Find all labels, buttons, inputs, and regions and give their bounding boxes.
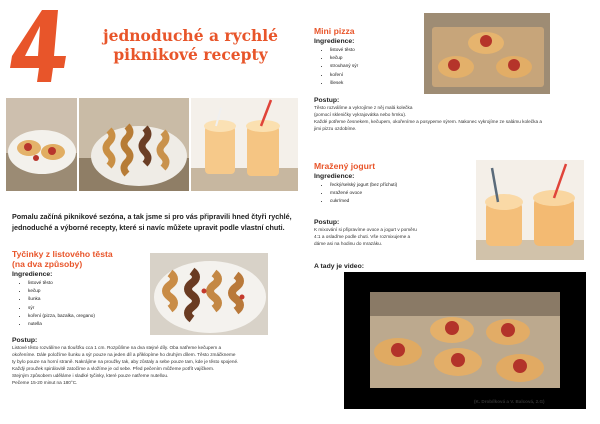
jogurt-steps-text — [314, 227, 474, 248]
step-line: K mixování si připravíme ovoce a jogurt v poměru — [314, 227, 417, 232]
tycinky-steps-text — [12, 345, 322, 386]
ingredient-item: • šunka — [28, 295, 147, 303]
step-line: okořeníme. Dále položíme šunku a sýr pouze na jeden díl a přiklopíme ho druhým dílem. Těsto zmáčkneme — [12, 351, 236, 357]
pizza-steps-label: Postup: — [314, 97, 340, 104]
video-label: A tady je video: — [314, 263, 364, 270]
section-title-jogurt: Mražený jogurt — [314, 161, 376, 171]
ingredient-item: • listové těsto — [330, 46, 414, 54]
step-line: Každý proužek spirálovitě zatočíme a vložíme je od sebe. Před pečením můžeme potřít vajíčkem. — [12, 365, 215, 371]
step-line: Těsto rozválíme a vykrojíme z něj malá kolečka — [314, 105, 413, 110]
photo-frozen-yogurt-glasses — [191, 98, 298, 191]
ingredient-item: • řecký/selský jogurt (bez příchuti) — [330, 181, 434, 189]
ingredient-item: • cukr/med — [330, 197, 434, 205]
section-mini-pizza — [314, 26, 414, 87]
ingredient-item: • strouhaný sýr — [330, 62, 414, 70]
jogurt-steps-label: Postup: — [314, 219, 340, 226]
video-player[interactable] — [344, 272, 586, 409]
tycinky-steps-label: Postup: — [12, 337, 38, 344]
section-tycinky — [12, 249, 147, 328]
step-line: Listové těsto rozválíme na tloušťku cca 1 cm. Rozpůlíme na dva stejné díly. Oba natřeme kečupem a — [12, 345, 222, 350]
ingredient-item: • nutella — [28, 320, 147, 328]
photo-twists-plate — [150, 253, 268, 335]
photo-mini-pizza-plate — [6, 98, 77, 191]
step-line: Každé potřeme česnekem, kečupem, okořeníme a posypeme sýrem. Nakonec vykrojíme ze salámu kolečka a — [314, 118, 542, 124]
ingredient-item: • koření — [330, 71, 414, 79]
step-line: Pečeme 15-20 minut na 180°C. — [12, 379, 78, 385]
pizza-ingredients-label: Ingredience: — [314, 38, 355, 45]
step-line: jimi pizzu ozdobíme. — [314, 125, 357, 131]
tycinky-ingredients-list — [12, 279, 147, 328]
step-line: (pomocí skleničky vykrajovátka nebo hrnku). — [314, 111, 407, 117]
step-line: Stejným způsobem uděláme i sladké tyčinky, které pouze natřeme nutellou. — [12, 372, 169, 378]
video-thumbnail[interactable] — [370, 292, 560, 388]
photo-mini-pizza-board — [424, 13, 550, 94]
ingredient-item: • mražené ovoce — [330, 189, 434, 197]
ingredient-item: • šlesek — [330, 79, 414, 87]
ingredient-item: • listové těsto — [28, 279, 147, 287]
step-line: dáme asi na hodinu do mrazáku. — [314, 240, 383, 246]
section-title-pizza: Mini pizza — [314, 26, 355, 36]
tycinky-steps — [12, 337, 322, 386]
title-line-1: jednoduché a rychlé — [102, 26, 279, 45]
tycinky-ingredients-label: Ingredience: — [12, 271, 53, 278]
jogurt-steps — [314, 219, 474, 248]
ingredient-item: • kečup — [28, 287, 147, 295]
pizza-steps — [314, 97, 592, 133]
jogurt-ingredients-label: Ingredience: — [314, 173, 355, 180]
ingredient-item: • kečup — [330, 54, 414, 62]
page-title — [78, 26, 303, 64]
step-line: 4:1 a oslaďme podle chuti. Vše rozmixujeme a — [314, 233, 411, 239]
photo-frozen-yogurt-cups — [476, 160, 584, 260]
section-frozen-yogurt — [314, 161, 434, 206]
intro-paragraph: Pomalu začíná piknikové sezóna, a tak jsme si pro vás připravili hned čtyři rychlé, jednoduché a výborné recepty, které si navíc můžete upravit podle vlastní chuti. — [12, 212, 292, 233]
pizza-steps-text — [314, 105, 592, 133]
pizza-ingredients-list — [314, 46, 414, 87]
step-line: ty bylo pouze na horní straně. Nakrájíme na proužky tak, aby zůstaly a sebe pouze tam, kde je těsto spojené. — [12, 358, 239, 364]
jogurt-ingredients-list — [314, 181, 434, 206]
tycinky-title-line-2: (na dva způsoby) — [12, 259, 83, 269]
ingredient-item: • sýr — [28, 304, 147, 312]
author-credit: (K. Drobílková a V. Balcová, 2.G) — [474, 399, 545, 404]
tycinky-title-line-1: Tyčinky z listového těsta — [12, 249, 113, 259]
number-four-graphic — [8, 8, 70, 84]
ingredient-item: • koření (pizza, bazalka, oregano) — [28, 312, 147, 320]
photo-pastry-twists — [79, 98, 189, 191]
section-title-tycinky — [12, 249, 147, 269]
title-line-2: piknikové recepty — [113, 45, 268, 64]
